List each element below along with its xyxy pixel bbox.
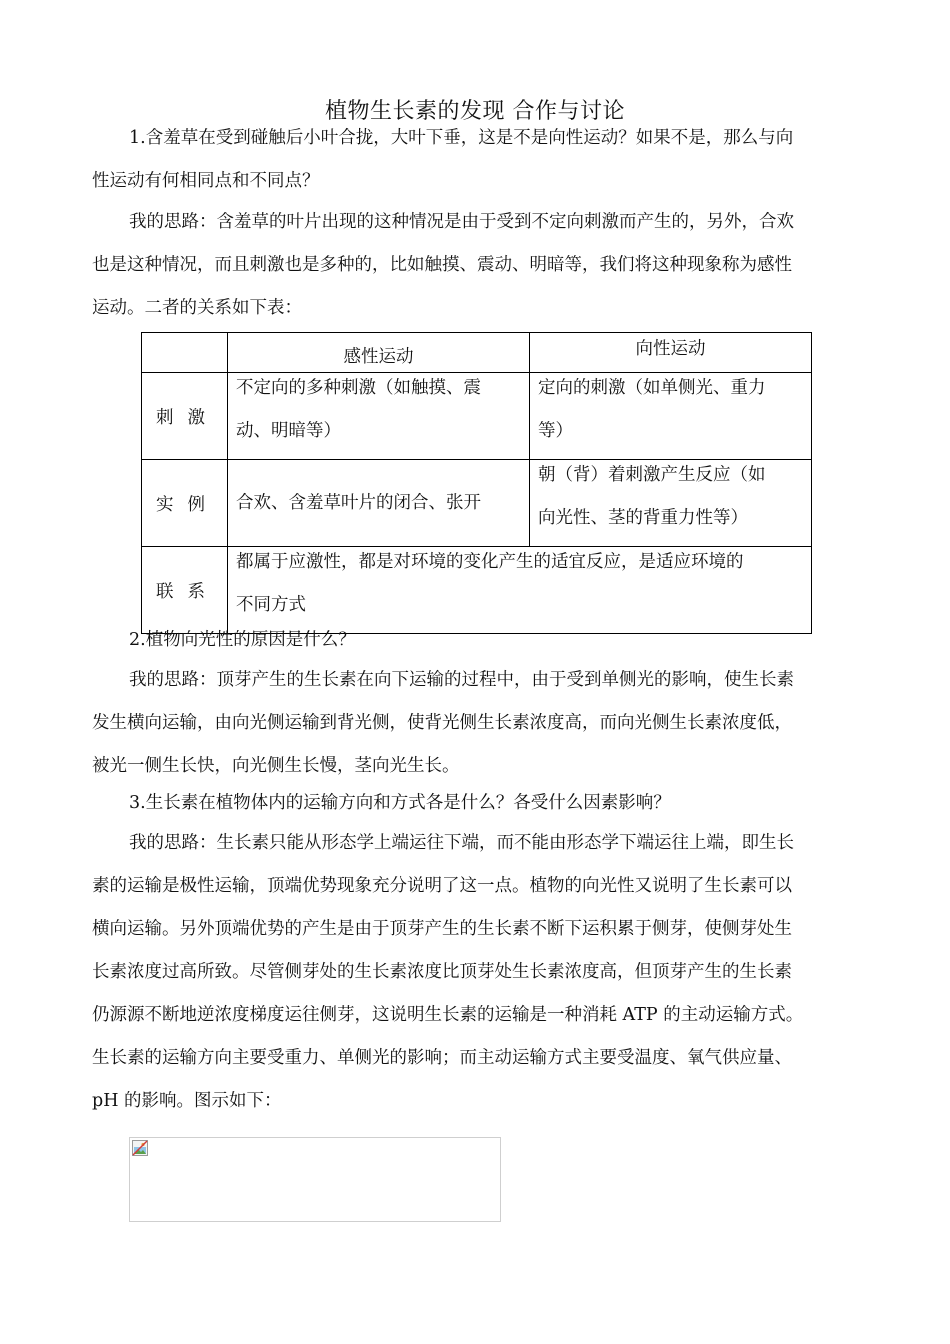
text-line: 仍源源不断地逆浓度梯度运往侧芽，这说明生长素的运输是一种消耗 ATP 的主动运输方式。 xyxy=(92,1005,804,1025)
comparison-table xyxy=(141,332,812,634)
table-row xyxy=(142,460,812,547)
text-line: 长素浓度过高所致。尽管侧芽处的生长素浓度比顶芽处生长素浓度高，但顶芽产生的生长素 xyxy=(92,962,792,982)
row-label: 实例 xyxy=(142,460,228,547)
row-label: 刺激 xyxy=(142,373,228,460)
text-line: 被光一侧生长快，向光侧生长慢，茎向光生长。 xyxy=(92,756,460,776)
table-header-cell: 感性运动 xyxy=(228,333,530,373)
cell-text-line: 定向的刺激（如单侧光、重力 xyxy=(538,378,766,398)
cell-text-line: 不同方式 xyxy=(236,595,306,615)
row-label: 联系 xyxy=(142,547,228,634)
answer-1 xyxy=(92,206,872,335)
cell-text-line: 合欢、含羞草叶片的闭合、张开 xyxy=(236,493,481,513)
answer-3 xyxy=(92,827,872,1128)
table-header-cell: 向性运动 xyxy=(530,333,812,373)
cell-text-line: 朝（背）着刺激产生反应（如 xyxy=(538,465,766,485)
table-cell xyxy=(530,373,812,460)
answer-2 xyxy=(92,664,872,793)
text-line: 我的思路：生长素只能从形态学上端运往下端，而不能由形态学下端运往上端，即生长 xyxy=(129,833,794,853)
text-line: 也是这种情况，而且刺激也是多种的，比如触摸、震动、明暗等，我们将这种现象称为感性 xyxy=(92,255,792,275)
text-line: 素的运输是极性运输，顶端优势现象充分说明了这一点。植物的向光性又说明了生长素可以 xyxy=(92,876,792,896)
cell-text-line: 不定向的多种刺激（如触摸、震 xyxy=(236,378,481,398)
text-line: 生长素的运输方向主要受重力、单侧光的影响；而主动运输方式主要受温度、氧气供应量、 xyxy=(92,1048,792,1068)
text-line: 1.含羞草在受到碰触后小叶合拢，大叶下垂，这是不是向性运动？如果不是，那么与向 xyxy=(129,128,794,148)
table-row xyxy=(142,547,812,634)
text-line: 运动。二者的关系如下表： xyxy=(92,298,302,318)
table-header-cell xyxy=(142,333,228,373)
cell-text-line: 都属于应激性，都是对环境的变化产生的适宜反应，是适应环境的 xyxy=(236,552,744,572)
table-cell-merged xyxy=(228,547,812,634)
text-line: 性运动有何相同点和不同点？ xyxy=(92,171,320,191)
cell-text-line: 等） xyxy=(538,421,573,441)
text-line: 我的思路：顶芽产生的生长素在向下运输的过程中，由于受到单侧光的影响，使生长素 xyxy=(129,670,794,690)
question-3 xyxy=(92,787,872,830)
table-cell xyxy=(530,460,812,547)
broken-image-icon xyxy=(132,1140,148,1156)
cell-text-line: 向光性、茎的背重力性等） xyxy=(538,508,748,528)
text-line: 2.植物向光性的原因是什么？ xyxy=(129,630,356,650)
text-line: 横向运输。另外顶端优势的产生是由于顶芽产生的生长素不断下运积累于侧芽，使侧芽处生 xyxy=(92,919,792,939)
text-line: 3.生长素在植物体内的运输方向和方式各是什么？各受什么因素影响？ xyxy=(129,793,671,813)
text-line: 发生横向运输，由向光侧运输到背光侧，使背光侧生长素浓度高，而向光侧生长素浓度低， xyxy=(92,713,792,733)
figure-placeholder xyxy=(129,1137,501,1222)
text-line: pH 的影响。图示如下： xyxy=(92,1091,282,1111)
text-line: 我的思路：含羞草的叶片出现的这种情况是由于受到不定向刺激而产生的，另外，合欢 xyxy=(129,212,794,232)
question-1 xyxy=(92,122,872,208)
cell-text-line: 动、明暗等） xyxy=(236,421,341,441)
page-title: 植物生长素的发现 合作与讨论 xyxy=(325,99,625,124)
table-cell xyxy=(228,460,530,547)
table-row xyxy=(142,373,812,460)
question-2 xyxy=(92,624,872,667)
table-cell xyxy=(228,373,530,460)
table-header-row xyxy=(142,333,812,373)
